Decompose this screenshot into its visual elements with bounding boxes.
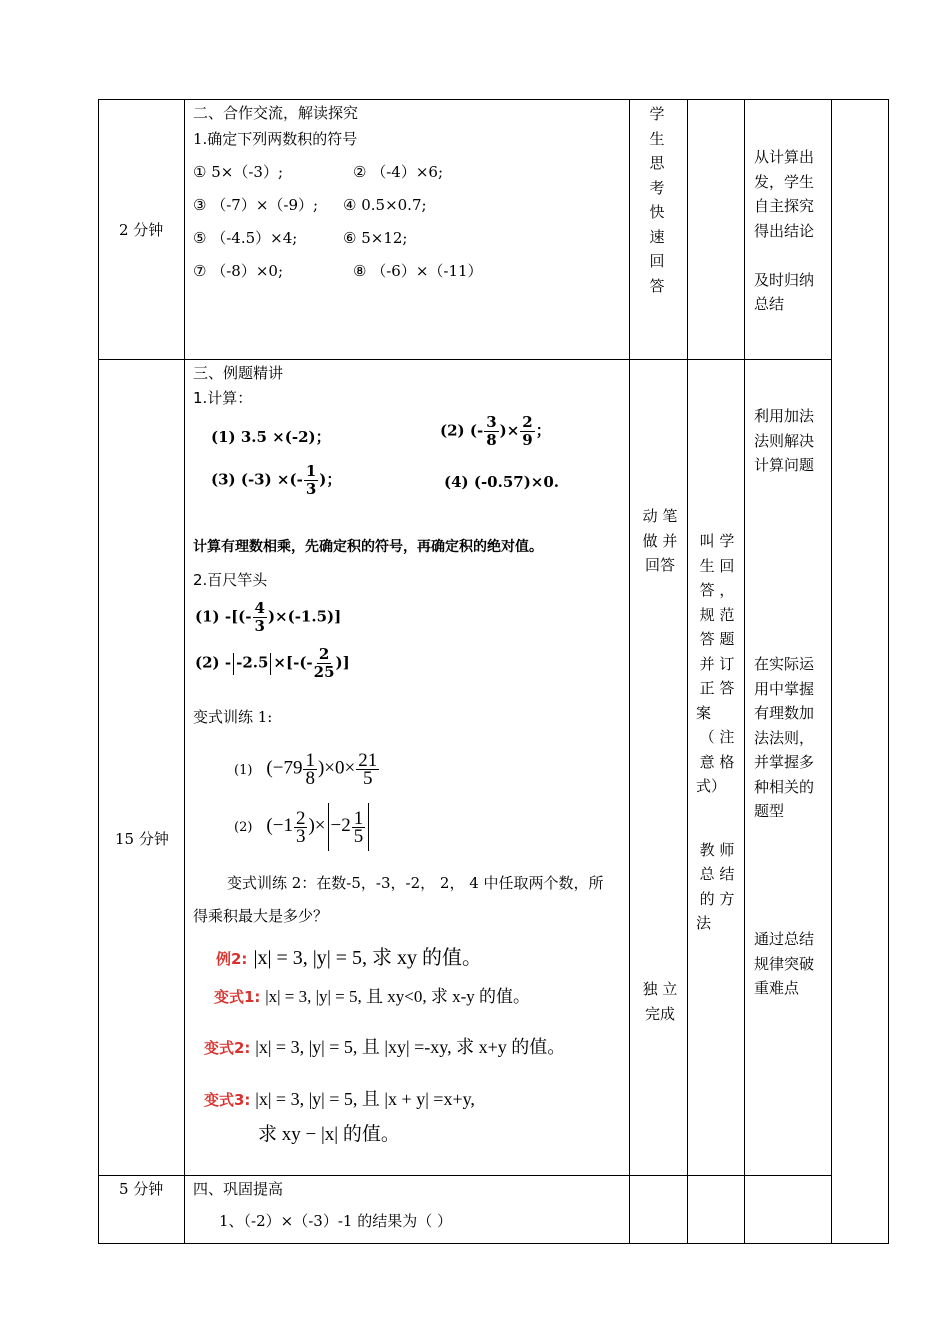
numerator: 1: [305, 750, 315, 771]
row1-intent: [754, 145, 814, 317]
calc-label: 1.计算：: [193, 389, 253, 407]
variant-s1: [214, 986, 530, 1008]
row2-intent-1: [754, 404, 814, 478]
line: 有理数加: [754, 704, 815, 722]
line: 总 结: [699, 865, 735, 883]
col-line-1: [184, 99, 185, 1244]
variant-label: 变式3:: [204, 1091, 251, 1109]
char: 生: [649, 129, 665, 148]
expr-part: ×[-(-: [273, 653, 313, 672]
abs-bar: [328, 803, 329, 851]
fraction: [352, 807, 366, 847]
denominator: 5: [353, 825, 364, 847]
line: 变式训练 2：在数-5，-3，-2， 2， 4 中任取两个数，所: [227, 874, 604, 892]
line: 自主探究: [754, 197, 815, 215]
expr-part: )]: [335, 653, 350, 672]
row2-time: 15 分钟: [115, 830, 169, 848]
line: 在实际运: [754, 655, 815, 673]
row2-intent-3: [754, 927, 814, 1001]
col-line-5: [831, 99, 832, 1244]
fraction: [303, 752, 317, 787]
variant-s2: [204, 1035, 565, 1060]
expr-part: ；: [535, 421, 551, 440]
expr-part: -2.5: [236, 653, 269, 672]
expr-part: )；: [319, 470, 342, 489]
fraction: [294, 807, 308, 847]
calc-problem-3: [211, 463, 341, 498]
sign-item-7: ⑦ （-8）×0;: [193, 262, 283, 280]
expr-part: (3) (-3) ×(-: [211, 470, 303, 489]
abs-bar: [233, 653, 234, 675]
line: 规 范: [699, 605, 735, 624]
line: 意 格: [699, 752, 735, 771]
row3-time: 5 分钟: [119, 1180, 164, 1198]
line: 法: [696, 914, 712, 932]
row3-heading: 四、巩固提高: [193, 1180, 284, 1198]
calc-problem-1: (1) 3.5 ×(-2)；: [211, 428, 331, 446]
denominator: 3: [295, 825, 306, 847]
fraction: [356, 752, 379, 787]
line: 的 方: [699, 889, 735, 908]
line: 叫 学: [699, 532, 735, 550]
line: 完成: [644, 1004, 675, 1023]
sign-item-1: ① 5×（-3）;: [193, 163, 283, 181]
line: 题型: [754, 802, 785, 820]
line: 教 师: [699, 840, 735, 859]
variant-text: |x| = 3, |y| = 5, 且 xy<0, 求 x-y 的值。: [265, 987, 531, 1006]
denominator: 3: [254, 617, 265, 635]
example2: [216, 946, 482, 971]
line: 法法则，: [754, 728, 815, 747]
char: 答: [649, 276, 665, 295]
variant1-problem-1: [234, 752, 380, 787]
advanced-label: 2.百尺竿头: [193, 571, 268, 589]
expr-part: −2: [330, 815, 351, 836]
row2-heading: 三、例题精讲: [193, 364, 284, 382]
line: 得出结论: [754, 221, 815, 240]
col-line-6: [888, 99, 889, 1244]
example-label: 例2:: [216, 950, 248, 968]
line: 种相关的: [754, 777, 815, 796]
calc-problem-2: [440, 414, 551, 449]
line: 答 ，: [699, 581, 735, 599]
denominator: 8: [305, 768, 315, 789]
sign-item-8: ⑧ （-6）×（-11）: [353, 262, 483, 280]
expr-part: (−79: [266, 757, 303, 779]
row2-student-activity-2: [640, 977, 680, 1026]
rule-text: 计算有理数相乘，先确定积的符号，再确定积的绝对值。: [193, 539, 543, 555]
expr-part: )×0×: [317, 757, 356, 779]
denominator: 5: [362, 768, 373, 789]
row2-teacher-activity: [696, 529, 738, 936]
variant1-label: 变式训练 1:: [193, 708, 273, 726]
col-line-0: [98, 99, 99, 1244]
line: 规律突破: [754, 954, 815, 973]
variant1-problem-2: [234, 803, 371, 851]
item-number: (1): [234, 762, 253, 778]
char: 回: [649, 252, 665, 270]
line: 案: [696, 703, 712, 722]
char: 考: [649, 178, 665, 197]
variant-text: |x| = 3, |y| = 5, 且 |x + y| =x+y,: [255, 1089, 475, 1109]
line: [754, 243, 814, 268]
row1-heading: 二、合作交流，解读探究: [193, 104, 359, 122]
char: 速: [649, 227, 665, 246]
expr-part: )×(-1.5)]: [267, 607, 342, 626]
sign-item-5: ⑤ （-4.5）×4;: [193, 229, 298, 247]
advanced-problem-2: [195, 646, 350, 681]
line: 及时归纳: [754, 270, 815, 289]
numerator: 4: [254, 599, 265, 617]
row-divider-2: [98, 1175, 832, 1176]
line: 做 并: [642, 531, 678, 550]
line: 独 立: [642, 980, 678, 998]
variant-s3-line2: 求 xy − |x| 的值。: [258, 1124, 400, 1145]
line: 并 订: [699, 654, 735, 673]
variant-label: 变式1:: [214, 988, 261, 1006]
line: 正 答: [699, 679, 735, 697]
table-border-top: [98, 99, 889, 100]
line: 动 笔: [642, 507, 678, 525]
line: 总结: [754, 295, 785, 313]
expr-part: (1) -[(-: [195, 607, 252, 626]
item-number: (2): [234, 820, 253, 835]
line: 答 题: [699, 630, 735, 648]
fraction: [520, 414, 534, 449]
denominator: 25: [313, 663, 335, 681]
numerator: 2: [295, 807, 306, 829]
expr-part: )×: [499, 421, 520, 440]
row1-subheading: 1.确定下列两数积的符号: [193, 130, 358, 148]
variant2-text: [193, 871, 604, 928]
line: 利用加法: [754, 407, 815, 425]
line: 用中掌握: [754, 679, 815, 698]
line: 计算问题: [754, 456, 815, 474]
col-line-2: [629, 99, 630, 1244]
sign-item-2: ② （-4）×6;: [353, 163, 443, 181]
sign-item-6: ⑥ 5×12;: [343, 229, 408, 247]
numerator: 2: [318, 645, 330, 663]
denominator: 9: [522, 431, 533, 449]
line: [696, 799, 738, 838]
line: 并掌握多: [754, 753, 815, 771]
denominator: 8: [486, 431, 497, 449]
variant-label: 变式2:: [204, 1039, 251, 1057]
char: 快: [649, 203, 665, 221]
row2-intent-2: [754, 652, 814, 824]
table-border-bottom: [98, 1243, 889, 1244]
row1-time: 2 分钟: [119, 221, 164, 239]
abs-bar: [270, 653, 271, 675]
line: 回答: [644, 556, 675, 574]
line: 式）: [696, 777, 727, 795]
numerator: 21: [358, 750, 378, 771]
sign-item-3: ③ （-7）×（-9）;: [193, 196, 319, 214]
char: 思: [649, 154, 665, 172]
char: 学: [649, 105, 665, 123]
abs-bar: [368, 803, 369, 851]
line: （ 注: [699, 728, 735, 746]
row1-student-activity: [644, 102, 670, 298]
col-line-4: [744, 99, 745, 1244]
row2-student-activity-1: [640, 504, 680, 578]
numerator: 2: [522, 413, 533, 431]
numerator: 1: [353, 807, 364, 829]
calc-problem-4: (4) (-0.57)×0.: [444, 473, 560, 491]
line: 法则解决: [754, 431, 815, 450]
line: 得乘积最大是多少？: [193, 906, 329, 925]
numerator: 1: [305, 462, 317, 480]
sign-item-4: ④ 0.5×0.7;: [343, 196, 427, 214]
expr-part: )×: [308, 815, 326, 836]
variant-text: |x| = 3, |y| = 5, 且 |xy| =-xy, 求 x+y 的值。: [255, 1037, 566, 1057]
line: 通过总结: [754, 930, 815, 948]
example-text: |x| = 3, |y| = 5, 求 xy 的值。: [253, 947, 483, 969]
col-line-3: [687, 99, 688, 1244]
fraction: [304, 463, 318, 498]
fraction: [314, 646, 335, 681]
line: 发，学生: [754, 172, 815, 191]
line: 从计算出: [754, 148, 815, 166]
line: 重难点: [754, 979, 800, 997]
numerator: 3: [486, 413, 497, 431]
advanced-problem-1: [195, 600, 341, 635]
row-divider-1: [98, 359, 832, 360]
line: 生 回: [699, 556, 735, 575]
variant-s3: [204, 1087, 475, 1112]
fraction: [253, 600, 267, 635]
expr-part: (−1: [266, 815, 293, 836]
expr-part: (2) (-: [440, 421, 484, 440]
denominator: 3: [305, 480, 317, 498]
row3-question-1: 1、（-2）×（-3）-1 的结果为（ ）: [219, 1212, 452, 1230]
expr-part: (2) -: [195, 653, 232, 672]
fraction: [484, 414, 498, 449]
